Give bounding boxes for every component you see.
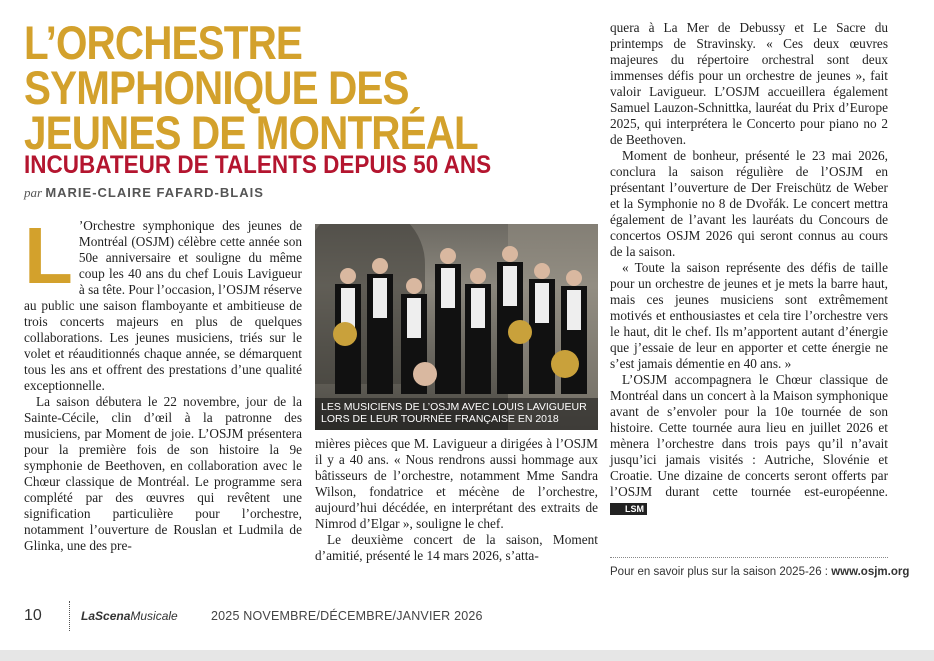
magazine-logo: LaScenaMusicale [81, 609, 178, 623]
author-name: MARIE-CLAIRE FAFARD-BLAIS [45, 185, 264, 200]
article-subtitle: INCUBATEUR DE TALENTS DEPUIS 50 ANS [24, 151, 492, 179]
footer-divider [69, 601, 70, 631]
paragraph: L’OSJM accompagnera le Chœur classique de Montréal dans un concert à la Maison symphonique avant de s’envoler pour la 10e tournée de son histoire. Cette tournée aura lieu en juillet 2026 et mènera l’orchestre dans trois pays qu’il n’avait jusqu’ici jamais visités : Autriche, Slovénie et Croatie. Une dizaine de concerts seront offerts par l’OSJM durant cette tournée est-européenne. LSM [610, 372, 888, 514]
website-link[interactable]: www.osjm.org [831, 566, 910, 578]
paragraph: L ’Orchestre symphonique des jeunes de Montréal (OSJM) célèbre cette année son 50e anniversaire et souligne du même coup les 40 ans du chef Louis Lavigueur à sa tête. Pour l’occasion, l’OSJM réserve au public une saison flamboyante et ambitieuse de trois concerts majeurs en plus de quelques collaborations. Les jeunes musiciens, triés sur le volet et réauditionnés chaque année, se démarquent tous les ans et offrent des prestations d’une qualité exceptionnelle. [24, 211, 302, 393]
paragraph: Le deuxième concert de la saison, Moment d’amitié, présenté le 14 mars 2026, s’atta- [315, 532, 598, 563]
more-info: Pour en savoir plus sur la saison 2025-26 : www.osjm.org [610, 566, 910, 578]
paragraph: mières pièces que M. Lavigueur a dirigées à l’OSJM il y a 40 ans. « Nous rendrons aussi hommage aux bâtisseurs de l’orchestre, notamment Mme Sandra Wilson, fondatrice et mécène de l’orchestre, aujourd’hui décédée, en interprétant des extraits de Nimrod d’Elgar », souligne le chef. [315, 436, 598, 531]
divider [610, 557, 888, 558]
signoff-badge: LSM [610, 503, 647, 515]
byline [24, 185, 264, 201]
article-title: L’ORCHESTRE SYMPHONIQUE DES JEUNES DE MONTRÉAL [24, 16, 478, 159]
byline-prefix: par [24, 185, 43, 200]
column-2 [315, 436, 598, 564]
paragraph: Moment de bonheur, présenté le 23 mai 2026, conclura la saison régulière de l’OSJM en présentant l’ouverture de Der Freischütz de Weber et la Symphonie no 8 de Dvořák. Le concert mettra également de l’avant les lauréats du Concours de concertos OSJM 2026 qui seront connus au cours de la saison. [610, 148, 888, 259]
paragraph: « Toute la saison représente des défis de taille pour un orchestre de jeunes et je mets la barre haut, mais ces jeunes musiciens sont extrêmement motivés et enthousiastes et cela tire l’orchestre vers le haut, dit le chef. Ils m’apportent autant d’énergie que j’essaie de leur en apporter et cette énergie ne s’est jamais démentie en 40 ans. » [610, 260, 888, 371]
photo-caption: LES MUSICIENS DE L’OSJM AVEC LOUIS LAVIGUEUR LORS DE LEUR TOURNÉE FRANÇAISE EN 2018 [315, 398, 598, 430]
column-1 [24, 211, 302, 554]
issue-date: 2025 NOVEMBRE/DÉCEMBRE/JANVIER 2026 [211, 609, 483, 623]
drop-cap: L [24, 211, 73, 300]
paragraph: La saison débutera le 22 novembre, jour de la Sainte-Cécile, clin d’œil à la patronne des musiciens, par Moment de joie. L’OSJM présentera pour la première fois de son histoire la 9e symphonie de Beethoven, en collaboration avec le Chœur classique de Montréal. Le programme sera complété par des œuvres qui revêtent une signification particulière pour l’orchestre, notamment l’ouverture de Rouslan et Ludmila de Glinka, une des pre- [24, 394, 302, 553]
column-3 [610, 20, 888, 516]
page-footer [24, 607, 904, 627]
bottom-bar [0, 650, 934, 661]
page-number: 10 [24, 607, 42, 624]
paragraph: quera à La Mer de Debussy et Le Sacre du printemps de Stravinsky. « Ces deux œuvres majeures du répertoire orchestral sont deux immenses défis pour un orchestre de jeunes », fait valoir Lavigueur. L’OSJM accueillera également Samuel Lauzon-Schnittka, lauréat du Prix d’Europe 2025, qui interprétera le Concerto pour piano no 2 de Beethoven. [610, 20, 888, 147]
